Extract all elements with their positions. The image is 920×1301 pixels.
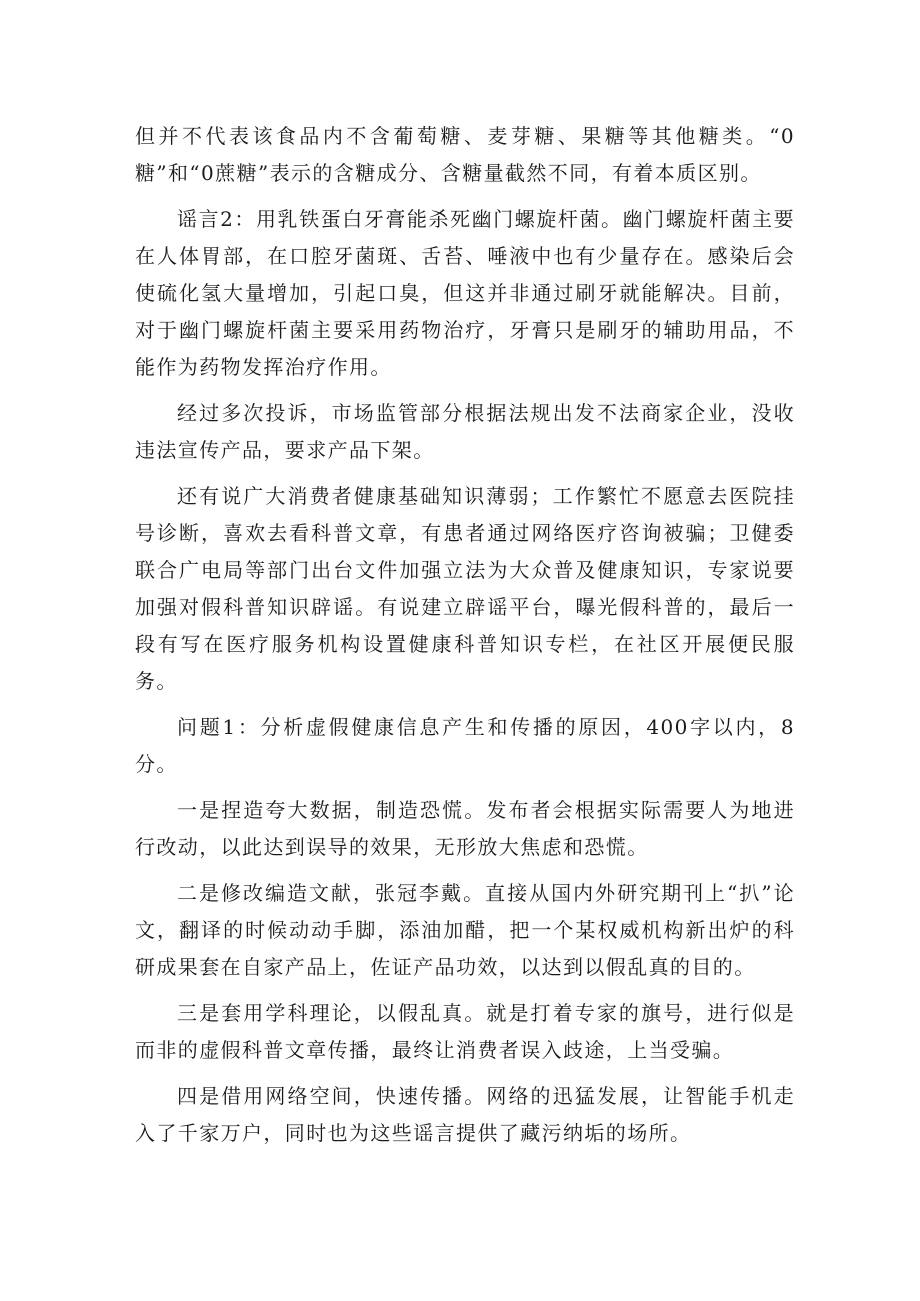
paragraph-continued: 但并不代表该食品内不含葡萄糖、麦芽糖、果糖等其他糖类。“0糖”和“0蔗糖”表示的含糖成分、含糖量截然不同，有着本质区别。 <box>135 124 795 185</box>
paragraph-point-4: 四是借用网络空间，快速传播。网络的迅猛发展，让智能手机走入了千家万户，同时也为这些谣言提供了藏污纳垢的场所。 <box>135 1084 795 1145</box>
paragraph-point-2: 二是修改编造文献，张冠李戴。直接从国内外研究期刊上“扒”论文，翻译的时候动动手脚，添油加醋，把一个某权威机构新出炉的科研成果套在自家产品上，佐证产品功效，以达到以假乱真的目的。 <box>135 881 795 979</box>
paragraph-point-1: 一是捏造夸大数据，制造恐慌。发布者会根据实际需要人为地进行改动，以此达到误导的效果，无形放大焦虑和恐慌。 <box>135 798 795 859</box>
paragraph-question-1: 问题1：分析虚假健康信息产生和传播的原因，400字以内，8分。 <box>135 715 795 776</box>
paragraph-causes-summary: 还有说广大消费者健康基础知识薄弱；工作繁忙不愿意去医院挂号诊断，喜欢去看科普文章，有患者通过网络医疗咨询被骗；卫健委联合广电局等部门出台文件加强立法为大众普及健康知识，专家说要加强对假科普知识辟谣。有说建立辟谣平台，曝光假科普的，最后一段有写在医疗服务机构设置健康科普知识专栏，在社区开展便民服务。 <box>135 484 795 693</box>
paragraph-complaints: 经过多次投诉，市场监管部分根据法规出发不法商家企业，没收违法宣传产品，要求产品下架。 <box>135 401 795 462</box>
body-text <box>135 118 795 1161</box>
paragraph-point-3: 三是套用学科理论，以假乱真。就是打着专家的旗号，进行似是而非的虚假科普文章传播，最终让消费者误入歧途，上当受骗。 <box>135 1001 795 1062</box>
paragraph-rumor-2: 谣言2：用乳铁蛋白牙膏能杀死幽门螺旋杆菌。幽门螺旋杆菌主要在人体胃部，在口腔牙菌斑、舌苔、唾液中也有少量存在。感染后会使硫化氢大量增加，引起口臭，但这并非通过刷牙就能解决。目前，对于幽门螺旋杆菌主要采用药物治疗，牙膏只是刷牙的辅助用品，不能作为药物发挥治疗作用。 <box>135 207 795 379</box>
